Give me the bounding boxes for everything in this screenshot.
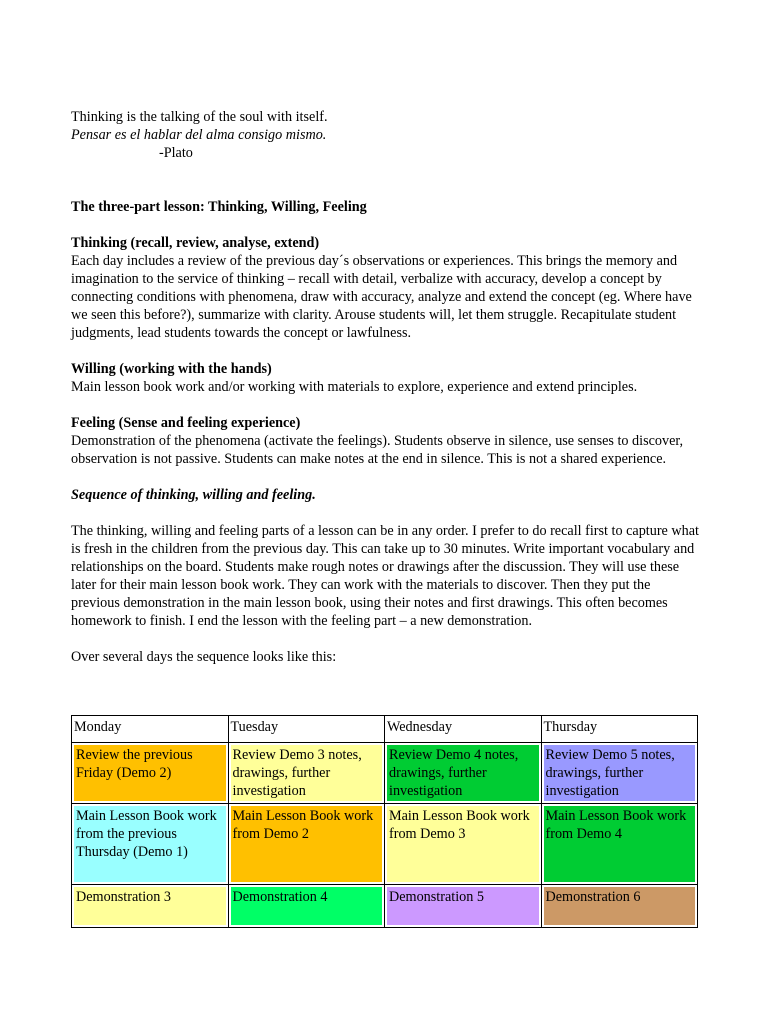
table-cell (385, 885, 542, 928)
table-cell (72, 804, 229, 885)
epigraph (71, 108, 701, 162)
cell-text: Main Lesson Book work from the previous Thursday (Demo 1) (74, 806, 226, 882)
willing-body: Main lesson book work and/or working with materials to explore, experience and extend principles. (71, 379, 638, 395)
cell-text: Main Lesson Book work from Demo 2 (231, 806, 383, 882)
schedule-table (71, 715, 698, 928)
table-cell (541, 885, 698, 928)
header-monday: Monday (72, 716, 229, 743)
table-cell (72, 885, 229, 928)
table-cell (228, 804, 385, 885)
cell-text: Demonstration 5 (387, 887, 539, 925)
feeling-heading: Feeling (Sense and feeling experience) (71, 415, 301, 431)
cell-text: Demonstration 3 (74, 887, 226, 925)
cell-text: Demonstration 6 (544, 887, 696, 925)
cell-text: Review Demo 4 notes, drawings, further investigation (387, 745, 539, 801)
header-wednesday: Wednesday (385, 716, 542, 743)
cell-text: Review Demo 5 notes, drawings, further investigation (544, 745, 696, 801)
table-cell (228, 885, 385, 928)
cell-text: Review the previous Friday (Demo 2) (74, 745, 226, 801)
sequence-body: The thinking, willing and feeling parts of a lesson can be in any order. I prefer to do recall first to capture what is fresh in the children from the previous day. This can take up to 30 minutes. Write important vocabulary and relationships on the board. Students make rough notes or drawings after the discussion. They will use these later for their main lesson book work. They can work with the materials to discover. Then they put the previous demonstration in the main lesson book, using their notes and first drawings. This often becomes homework to finish. I end the lesson with the feeling part – a new demonstration. (71, 523, 699, 629)
thinking-section (71, 234, 701, 342)
table-cell (541, 804, 698, 885)
table-cell (385, 804, 542, 885)
table-row-demonstration (72, 885, 698, 928)
table-cell (385, 743, 542, 804)
document-body (71, 108, 701, 666)
table-header-row (72, 716, 698, 743)
sequence-intro: Over several days the sequence looks like this: (71, 649, 337, 665)
header-thursday: Thursday (541, 716, 698, 743)
willing-section (71, 360, 701, 396)
cell-text: Main Lesson Book work from Demo 4 (544, 806, 696, 882)
cell-text: Review Demo 3 notes, drawings, further investigation (231, 745, 383, 801)
document-title: The three-part lesson: Thinking, Willing, Feeling (71, 199, 367, 215)
sequence-heading: Sequence of thinking, willing and feeling. (71, 487, 316, 503)
table-cell (228, 743, 385, 804)
table-row-review (72, 743, 698, 804)
quote-english: Thinking is the talking of the soul with itself. (71, 109, 328, 125)
willing-heading: Willing (working with the hands) (71, 361, 272, 377)
table-cell (541, 743, 698, 804)
cell-text: Demonstration 4 (231, 887, 383, 925)
quote-spanish: Pensar es el hablar del alma consigo mismo. (71, 127, 327, 143)
table-row-main-lesson (72, 804, 698, 885)
header-tuesday: Tuesday (228, 716, 385, 743)
feeling-section (71, 414, 701, 468)
feeling-body: Demonstration of the phenomena (activate the feelings). Students observe in silence, use senses to discover, observation is not passive. Students can make notes at the end in silence. This is not a shared experience. (71, 433, 684, 467)
thinking-body: Each day includes a review of the previous day´s observations or experiences. This brings the memory and imagination to the service of thinking – recall with detail, verbalize with accuracy, develop a concept by connecting conditions with phenomena, draw with accuracy, analyze and extend the concept (eg. Where have we seen this before?), summarize with clarity. Arouse students will, let them struggle. Recapitulate student judgments, lead students towards the concept or lawfulness. (71, 253, 692, 341)
cell-text: Main Lesson Book work from Demo 3 (387, 806, 539, 882)
thinking-heading: Thinking (recall, review, analyse, extend) (71, 235, 320, 251)
quote-author: -Plato (159, 145, 193, 161)
table-cell (72, 743, 229, 804)
